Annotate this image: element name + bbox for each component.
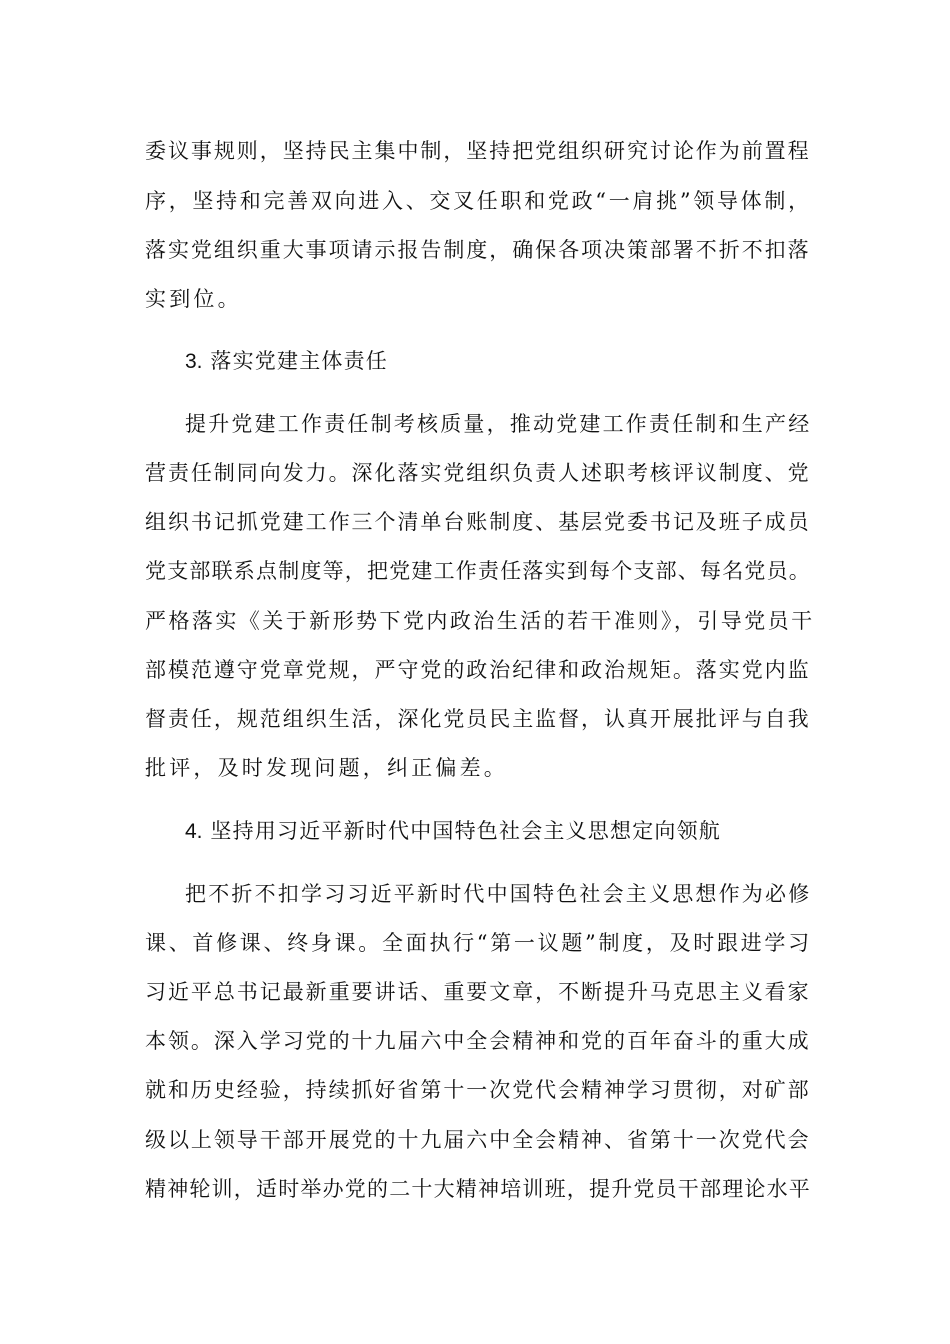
text-line: 营责任制同向发力。深化落实党组织负责人述职考核评议制度、党: [145, 461, 811, 485]
text-line: 委议事规则，坚持民主集中制，坚持把党组织研究讨论作为前置程: [145, 139, 811, 163]
text-line: 本领。深入学习党的十九届六中全会精神和党的百年奋斗的重大成: [145, 1029, 811, 1053]
text-line: 严格落实《关于新形势下党内政治生活的若干准则》，引导党员干: [145, 609, 815, 633]
text-line: 把不折不扣学习习近平新时代中国特色社会主义思想作为必修: [185, 882, 812, 906]
text-line: 课、首修课、终身课。全面执行“第一议题”制度，及时跟进学习: [145, 931, 812, 955]
text-line: 提升党建工作责任制考核质量，推动党建工作责任制和生产经: [185, 412, 812, 436]
text-line: 就和历史经验，持续抓好省第十一次党代会精神学习贯彻，对矿部: [145, 1078, 811, 1102]
section-heading: [185, 816, 855, 846]
text-line: 督责任，规范组织生活，深化党员民主监督，认真开展批评与自我: [145, 707, 811, 731]
section-number: 4.: [185, 820, 203, 843]
text-line: 部模范遵守党章党规，严守党的政治纪律和政治规矩。落实党内监: [145, 658, 811, 682]
section-heading: [185, 346, 855, 376]
text-line: 批评，及时发现问题，纠正偏差。: [145, 756, 508, 780]
text-line: 党支部联系点制度等，把党建工作责任落实到每个支部、每名党员。: [145, 559, 811, 583]
text-line: 组织书记抓党建工作三个清单台账制度、基层党委书记及班子成员: [145, 510, 811, 534]
section-number: 3.: [185, 350, 203, 373]
section-title: 落实党建主体责任: [210, 349, 389, 373]
section-title: 坚持用习近平新时代中国特色社会主义思想定向领航: [210, 819, 722, 843]
text-line: 序，坚持和完善双向进入、交叉任职和党政“一肩挑”领导体制，: [145, 189, 812, 213]
text-line: 级以上领导干部开展党的十九届六中全会精神、省第十一次党代会: [145, 1128, 811, 1152]
text-line: 精神轮训，适时举办党的二十大精神培训班，提升党员干部理论水平: [145, 1177, 811, 1201]
text-line: 落实党组织重大事项请示报告制度，确保各项决策部署不折不扣落: [145, 238, 811, 262]
text-line: 实到位。: [145, 287, 242, 311]
text-line: 习近平总书记最新重要讲话、重要文章，不断提升马克思主义看家: [145, 980, 811, 1004]
